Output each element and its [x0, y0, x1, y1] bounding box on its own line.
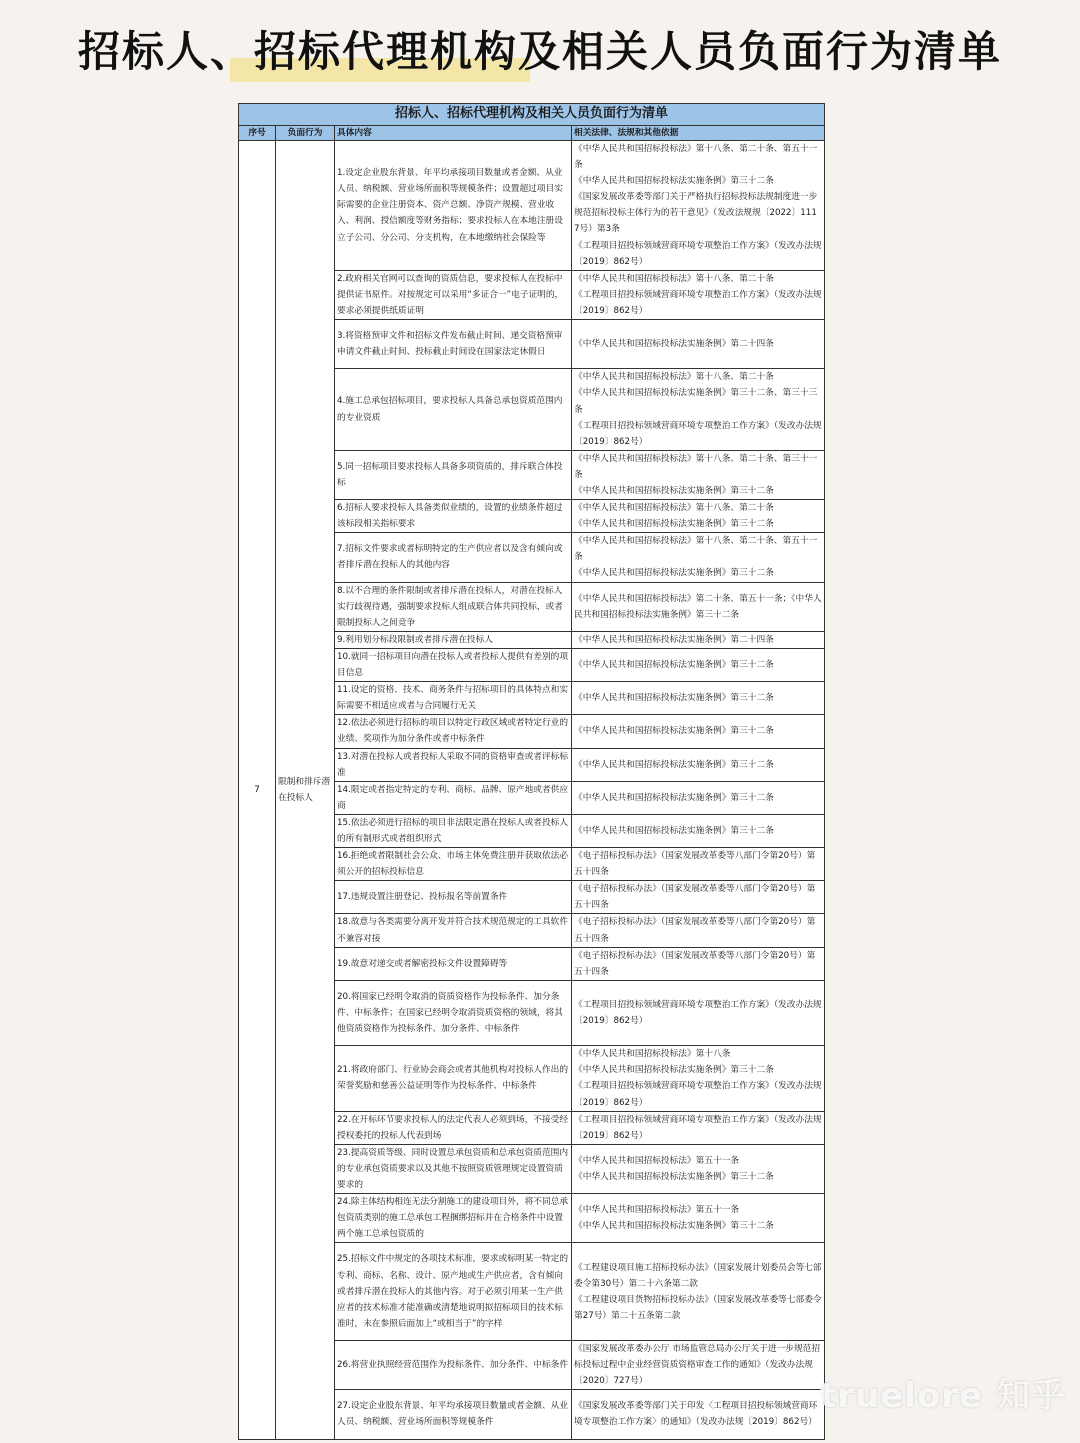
cell-content: 27.设定企业股东背景、年平均承接项目数量或者金额、从业人员、纳税额、营业场所面积等规模条件: [335, 1390, 572, 1439]
cell-content: 15.依法必须进行招标的项目非法限定潜在投标人或者投标人的所有制形式或者组织形式: [335, 814, 572, 847]
cell-basis: 《中华人民共和国招标投标法实施条例》第三十二条: [572, 814, 825, 847]
cell-basis: 《工程项目招投标领域营商环境专项整治工作方案》（发改办法规〔2019〕862号）: [572, 1111, 825, 1144]
cell-basis: 《电子招标投标办法》（国家发展改革委等八部门令第20号）第五十四条: [572, 881, 825, 914]
cell-basis: 《中华人民共和国招标投标法》第十八条、第二十条、第三十一条 《中华人民共和国招标投标法实施条例》第三十二条: [572, 450, 825, 499]
cell-content: 1.设定企业股东背景、年平均承接项目数量或者金额、从业人员、纳税额、营业场所面积等规模条件；设置超过项目实际需要的企业注册资本、资产总额、净资产规模、营业收入、利润、授信额度等财务指标；要求投标人在本地注册设立子公司、分公司、分支机构，在本地缴纳社会保险等: [335, 141, 572, 271]
cell-content: 11.设定的资格、技术、商务条件与招标项目的具体特点和实际需要不相适应或者与合同履行无关: [335, 682, 572, 715]
cell-basis: 《中华人民共和国招标投标法》第十八条、第二十条 《中华人民共和国招标投标法实施条例》第三十二条: [572, 500, 825, 533]
cell-content: 19.故意对递交或者解密投标文件设置障碍等: [335, 947, 572, 980]
cell-content: 13.对潜在投标人或者投标人采取不同的资格审查或者评标标准: [335, 748, 572, 781]
cell-basis: 《电子招标投标办法》（国家发展改革委等八部门令第20号）第五十四条: [572, 914, 825, 947]
cell-content: 14.限定或者指定特定的专利、商标、品牌、原产地或者供应商: [335, 781, 572, 814]
header-seq: 序号: [239, 126, 276, 141]
cell-content: 25.招标文件中规定的各项技术标准，要求或标明某一特定的专利、商标、名称、设计、原产地或生产供应者，含有倾向或者排斥潜在投标人的其他内容。对于必须引用某一生产供应者的技术标准才能准确或清楚地说明拟招标项目的技术标准时，未在参照后面加上“或相当于”的字样: [335, 1243, 572, 1341]
table-body: [239, 141, 825, 1440]
cell-content: 24.除主体结构相连无法分割施工的建设项目外，将不同总承包资质类别的施工总承包工程捆绑招标并在合格条件中设置两个施工总承包资质的: [335, 1194, 572, 1243]
cell-content: 23.提高资质等级、同时设置总承包资质和总承包资质范围内的专业承包资质要求以及其他不按照资质管理规定设置资质要求的: [335, 1144, 572, 1193]
cell-basis: 《中华人民共和国招标投标法》第十八条、第二十条、第五十一条 《中华人民共和国招标投标法实施条例》第三十二条: [572, 533, 825, 582]
cell-content: 16.拒绝或者限制社会公众、市场主体免费注册并获取依法必须公开的招标投标信息: [335, 848, 572, 881]
cell-seq: 7: [239, 141, 276, 1440]
cell-content: 20.将国家已经明令取消的资质资格作为投标条件、加分条件、中标条件；在国家已经明令取消资质资格的领域，将其他资质资格作为投标条件、加分条件、中标条件: [335, 980, 572, 1045]
cell-behavior: 限制和排斥潜在投标人: [276, 141, 335, 1440]
cell-basis: 《中华人民共和国招标投标法》第五十一条 《中华人民共和国招标投标法实施条例》第三十二条: [572, 1194, 825, 1243]
cell-content: 17.违规设置注册登记、投标报名等前置条件: [335, 881, 572, 914]
table-title: 招标人、招标代理机构及相关人员负面行为清单: [239, 104, 825, 126]
cell-content: 9.利用划分标段限制或者排斥潜在投标人: [335, 631, 572, 648]
cell-basis: 《中华人民共和国招标投标法》第二十条、第五十一条；《中华人民共和国招标投标法实施条例》第三十二条: [572, 582, 825, 631]
cell-content: 8.以不合理的条件限制或者排斥潜在投标人，对潜在投标人实行歧视待遇，强制要求投标人组成联合体共同投标，或者限制投标人之间竞争: [335, 582, 572, 631]
cell-basis: 《中华人民共和国招标投标法》第十八条、第二十条、第五十一条 《中华人民共和国招标投标法实施条例》第三十二条 《国家发展改革委等部门关于严格执行招标投标法规制度进一步规范招标投标主体行为的若干意见》（发改法规规〔2022〕1117号）第3条 《工程项目招投标领域营商环境专项整治工作方案》（发改办法规〔2019〕862号）: [572, 141, 825, 271]
cell-content: 3.将资格预审文件和招标文件发布截止时间、递交资格预审申请文件截止时间、投标截止时间设在国家法定休假日: [335, 320, 572, 369]
cell-basis: 《电子招标投标办法》（国家发展改革委等八部门令第20号）第五十四条: [572, 947, 825, 980]
cell-basis: 《中华人民共和国招标投标法》第十八条、第二十条 《中华人民共和国招标投标法实施条例》第三十二条、第三十三条 《工程项目招投标领域营商环境专项整治工作方案》（发改办法规〔2019〕862号）: [572, 369, 825, 450]
cell-basis: 《中华人民共和国招标投标法实施条例》第三十二条: [572, 748, 825, 781]
cell-content: 6.招标人要求投标人具备类似业绩的，设置的业绩条件超过该标段相关指标要求: [335, 500, 572, 533]
cell-content: 12.依法必须进行招标的项目以特定行政区域或者特定行业的业绩、奖项作为加分条件或者中标条件: [335, 715, 572, 748]
page-headline: [0, 22, 1080, 82]
negative-behavior-table: [238, 103, 825, 1440]
cell-basis: 《电子招标投标办法》（国家发展改革委等八部门令第20号）第五十四条: [572, 848, 825, 881]
cell-content: 18.故意与各类需要分离开发并符合技术规范规定的工具软件不兼容对接: [335, 914, 572, 947]
cell-content: 2.政府相关官网可以查询的资质信息，要求投标人在投标中提供证书原件。对按规定可以采用“多证合一”电子证明的，要求必须提供纸质证明: [335, 270, 572, 319]
cell-basis: 《中华人民共和国招标投标法实施条例》第三十二条: [572, 781, 825, 814]
cell-basis: 《中华人民共和国招标投标法实施条例》第三十二条: [572, 715, 825, 748]
cell-content: 26.将营业执照经营范围作为投标条件、加分条件、中标条件: [335, 1341, 572, 1390]
table-row: [239, 141, 825, 271]
cell-content: 7.招标文件要求或者标明特定的生产供应者以及含有倾向或者排斥潜在投标人的其他内容: [335, 533, 572, 582]
spreadsheet: [238, 103, 824, 1440]
cell-content: 22.在开标环节要求投标人的法定代表人必须到场，不接受经授权委托的投标人代表到场: [335, 1111, 572, 1144]
header-content: 具体内容: [335, 126, 572, 141]
cell-basis: 《中华人民共和国招标投标法》第十八条 《中华人民共和国招标投标法实施条例》第三十二条 《工程项目招投标领域营商环境专项整治工作方案》（发改办法规〔2019〕862号）: [572, 1046, 825, 1111]
cell-basis: 《中华人民共和国招标投标法实施条例》第二十四条: [572, 631, 825, 648]
watermark-logo: truelore 知乎: [820, 1376, 1066, 1416]
cell-basis: 《工程建设项目施工招标投标办法》（国家发展计划委员会等七部委令第30号）第二十六条第二款 《工程建设项目货物招标投标办法》（国家发展改革委等七部委令第27号）第二十五条第二款: [572, 1243, 825, 1341]
cell-content: 5.同一招标项目要求投标人具备多项资质的，排斥联合体投标: [335, 450, 572, 499]
cell-basis: 《中华人民共和国招标投标法实施条例》第三十二条: [572, 648, 825, 681]
cell-basis: 《国家发展改革委办公厅 市场监管总局办公厅关于进一步规范招标投标过程中企业经营资质资格审查工作的通知》（发改办法规〔2020〕727号）: [572, 1341, 825, 1390]
cell-basis: 《中华人民共和国招标投标法实施条例》第二十四条: [572, 320, 825, 369]
page-title: 招标人、招标代理机构及相关人员负面行为清单: [77, 27, 1002, 76]
cell-basis: 《国家发展改革委等部门关于印发〈工程项目招投标领域营商环境专项整治工作方案〉的通知》（发改办法规〔2019〕862号）: [572, 1390, 825, 1439]
cell-basis: 《中华人民共和国招标投标法》第十八条、第二十条 《工程项目招投标领域营商环境专项整治工作方案》（发改办法规〔2019〕862号）: [572, 270, 825, 319]
header-basis: 相关法律、法规和其他依据: [572, 126, 825, 141]
cell-basis: 《中华人民共和国招标投标法实施条例》第三十二条: [572, 682, 825, 715]
cell-content: 4.施工总承包招标项目，要求投标人具备总承包资质范围内的专业资质: [335, 369, 572, 450]
cell-content: 21.将政府部门、行业协会商会或者其他机构对投标人作出的荣誉奖励和慈善公益证明等作为投标条件、中标条件: [335, 1046, 572, 1111]
header-behavior: 负面行为: [276, 126, 335, 141]
cell-basis: 《中华人民共和国招标投标法》第五十一条 《中华人民共和国招标投标法实施条例》第三十二条: [572, 1144, 825, 1193]
cell-basis: 《工程项目招投标领域营商环境专项整治工作方案》（发改办法规〔2019〕862号）: [572, 980, 825, 1045]
cell-content: 10.就同一招标项目向潜在投标人或者投标人提供有差别的项目信息: [335, 648, 572, 681]
